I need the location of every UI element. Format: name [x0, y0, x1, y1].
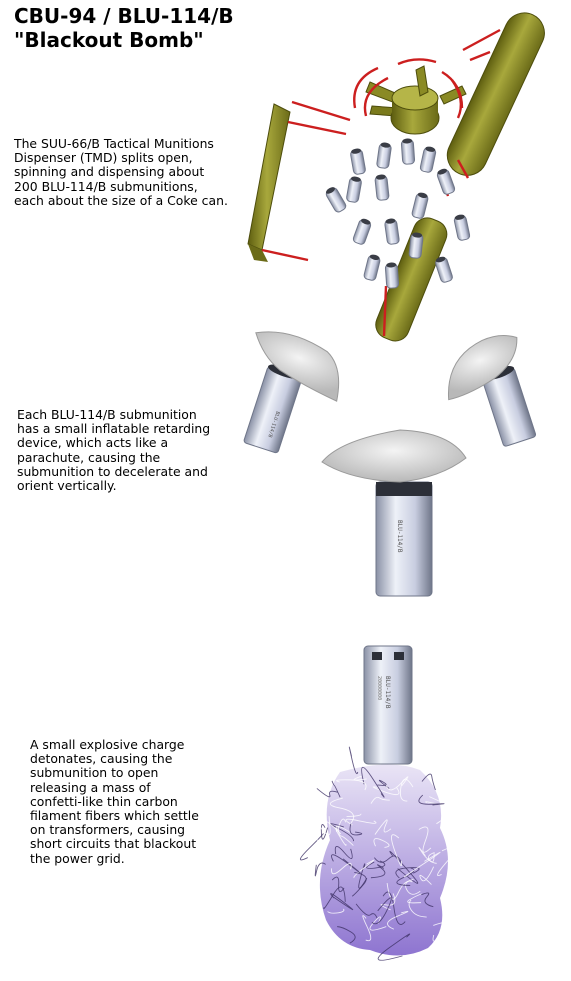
diagram-title: CBU-94 / BLU-114/B [14, 4, 234, 28]
caption-line: Dispenser (TMD) splits open, [14, 150, 193, 166]
caption-line: submunition to open [30, 765, 159, 781]
submunition-canister [324, 185, 347, 213]
submunition-canister [434, 255, 453, 283]
parachute-illustration [222, 324, 547, 596]
submunition-canister [376, 142, 391, 169]
carbon-fiber-strand [440, 771, 463, 795]
submunition-canister [352, 217, 372, 245]
caption-line: has a small inflatable retarding [17, 421, 211, 437]
submunition-canister [385, 262, 399, 288]
caption-line: The SUU-66/B Tactical Munitions [14, 136, 214, 151]
dispenser-tail-fins [366, 66, 466, 134]
caption-line: each about the size of a Coke can. [14, 192, 228, 208]
submunition-canister [346, 176, 362, 203]
submunition-canister [436, 167, 456, 195]
caption-line: 200 BLU-114/B submunitions, [14, 178, 198, 194]
submunition-canister [350, 148, 366, 175]
caption-line: detonates, causing the [30, 751, 173, 767]
submunition-canister [409, 232, 424, 259]
submunition-opening [364, 646, 412, 764]
submunition-parachute-left [222, 324, 351, 466]
caption-line: submunition to decelerate and [17, 463, 208, 479]
caption-line: device, which acts like a [17, 435, 169, 451]
diagram-subtitle: "Blackout Bomb" [14, 28, 204, 52]
caption-line: on transformers, causing [30, 822, 186, 838]
canister-label: BLU-114/B [384, 676, 391, 709]
caption-line: confetti-like thin carbon [30, 793, 178, 809]
submunition-canister [375, 174, 390, 201]
canister-label: BLU-114/B [266, 410, 281, 439]
caption-line: filament fibers which settle [30, 808, 199, 824]
submunition-canister [401, 138, 415, 164]
submunition-canister [363, 253, 381, 281]
canister-serial: 20000000 [376, 676, 382, 701]
detonation-illustration [300, 646, 463, 960]
submunition-canister [384, 218, 399, 245]
carbon-fiber-strand [300, 834, 323, 860]
caption-line: releasing a mass of [30, 779, 151, 795]
submunition-parachute-right [434, 330, 547, 459]
caption-line: short circuits that blackout [30, 836, 197, 852]
dispenser-left-shell [248, 104, 290, 262]
submunition-canister [411, 191, 429, 219]
submunition-canister [420, 146, 437, 173]
caption-line: spinning and dispensing about [14, 164, 205, 180]
caption-line: parachute, causing the [17, 449, 161, 465]
canister-label: BLU-114/B [396, 520, 403, 553]
submunition-canister [453, 214, 470, 241]
caption-line: Each BLU-114/B submunition [17, 407, 197, 422]
carbon-fiber-cloud [300, 747, 463, 960]
caption-line: the power grid. [30, 850, 125, 866]
caption-line: A small explosive charge [30, 737, 185, 752]
caption-line: orient vertically. [17, 478, 117, 494]
submunition-parachute-center [322, 430, 466, 596]
dispenser-illustration [248, 6, 551, 345]
